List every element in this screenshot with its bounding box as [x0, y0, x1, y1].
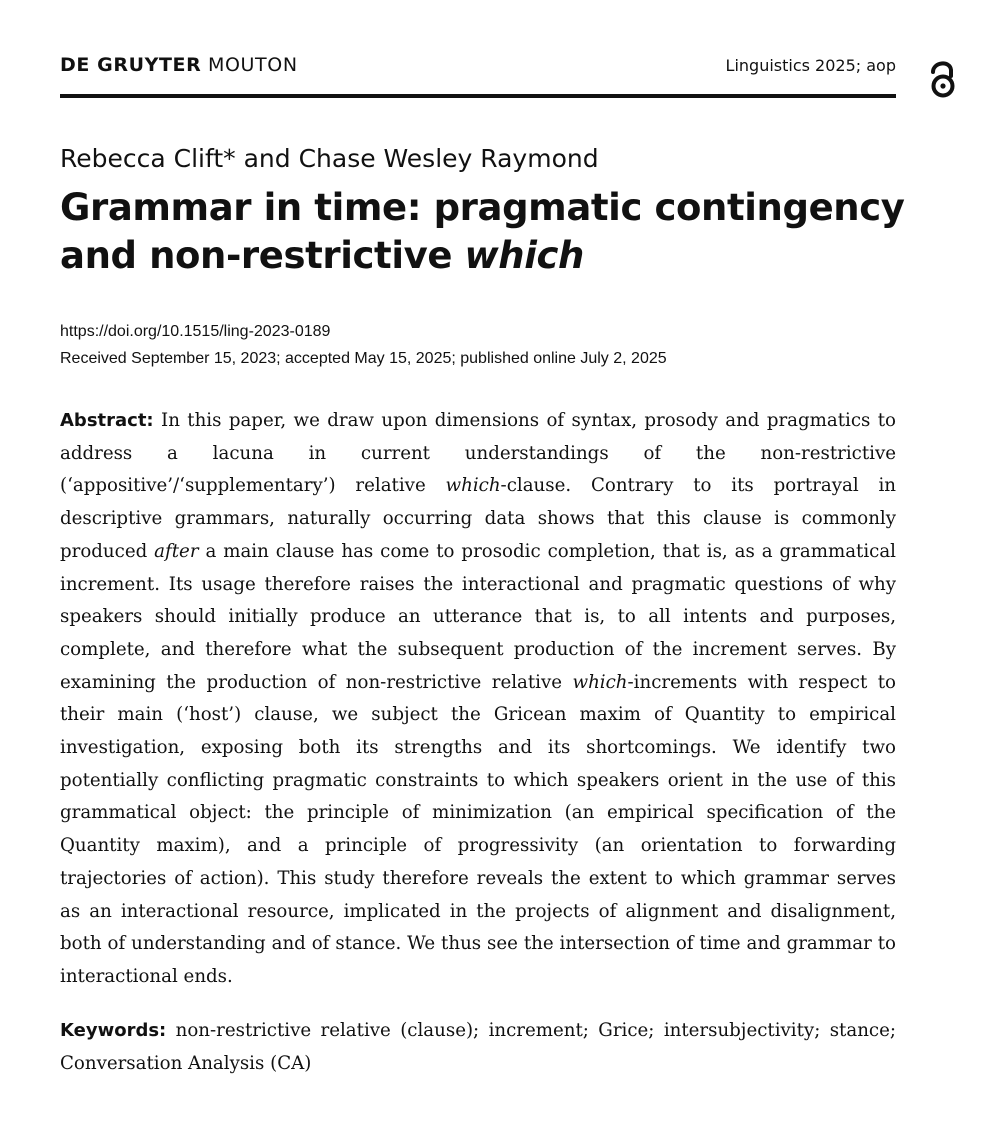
doi-link[interactable]: https://doi.org/10.1515/ling-2023-0189 [60, 323, 331, 340]
article-authors: Rebecca Clift* and Chase Wesley Raymond [60, 144, 599, 173]
abstract-text-1: In this paper, we draw upon dimensions of syntax, prosody and pragmatics to address a lacuna in current understandings of the non-restrictive (‘appositive’/‘supplementary’) relative [60, 410, 896, 497]
title-line-2-text: and non-restrictive [60, 234, 465, 277]
abstract-text-4: -increments with respect to their main (‘host’) clause, we subject the Gricean maxim of Quantity to empirical investigation, exposing both its strengths and its shortcomings. We identify two potentially conflicting pragmatic constraints to which speakers orient in the use of this grammatical object: the principle of minimization (an empirical specification of the Quantity maxim), and a principle of progressivity (an orientation to forwarding trajectories of action). This study therefore reveals the extent to which grammar serves as an interactional resource, implicated in the projects of alignment and disalignment, both of understanding and of stance. We thus see the intersection of time and grammar to interactional ends. [60, 671, 896, 987]
header-divider [60, 94, 896, 98]
publisher-logo [60, 54, 298, 76]
open-access-icon [928, 56, 958, 100]
keywords-text: non-restrictive relative (clause); increment; Grice; intersubjectivity; stance; Conversation Analysis (CA) [60, 1020, 896, 1074]
page-header [60, 54, 896, 80]
abstract-italic-which-2: which [572, 671, 628, 693]
publication-history: Received September 15, 2023; accepted May 15, 2025; published online July 2, 2025 [60, 350, 667, 367]
keywords-label: Keywords: [60, 1020, 167, 1041]
publisher-name-light: MOUTON [201, 54, 298, 76]
title-line-1: Grammar in time: pragmatic contingency [60, 186, 905, 229]
keywords [60, 1015, 896, 1080]
journal-reference: Linguistics 2025; aop [725, 56, 896, 75]
abstract-label: Abstract: [60, 410, 154, 431]
article-title [60, 184, 910, 280]
publisher-name-bold: DE GRUYTER [60, 54, 202, 76]
title-line-2-italic: which [464, 234, 584, 277]
article-metadata [60, 318, 667, 372]
abstract-text-3: a main clause has come to prosodic completion, that is, as a grammatical increment. Its usage therefore raises the interactional and pragmatic questions of why speakers should initially produce an utterance that is, to all intents and purposes, complete, and therefore what the subsequent production of the increment serves. By examining the production of non-restrictive relative [60, 540, 897, 693]
abstract [60, 405, 896, 994]
abstract-italic-after: after [154, 540, 199, 562]
title-line-2 [60, 232, 910, 280]
abstract-text-2: -clause. Contrary to its portrayal in descriptive grammars, naturally occurring data shows that this clause is commonly produced [60, 475, 897, 562]
abstract-italic-which-1: which [445, 475, 501, 497]
